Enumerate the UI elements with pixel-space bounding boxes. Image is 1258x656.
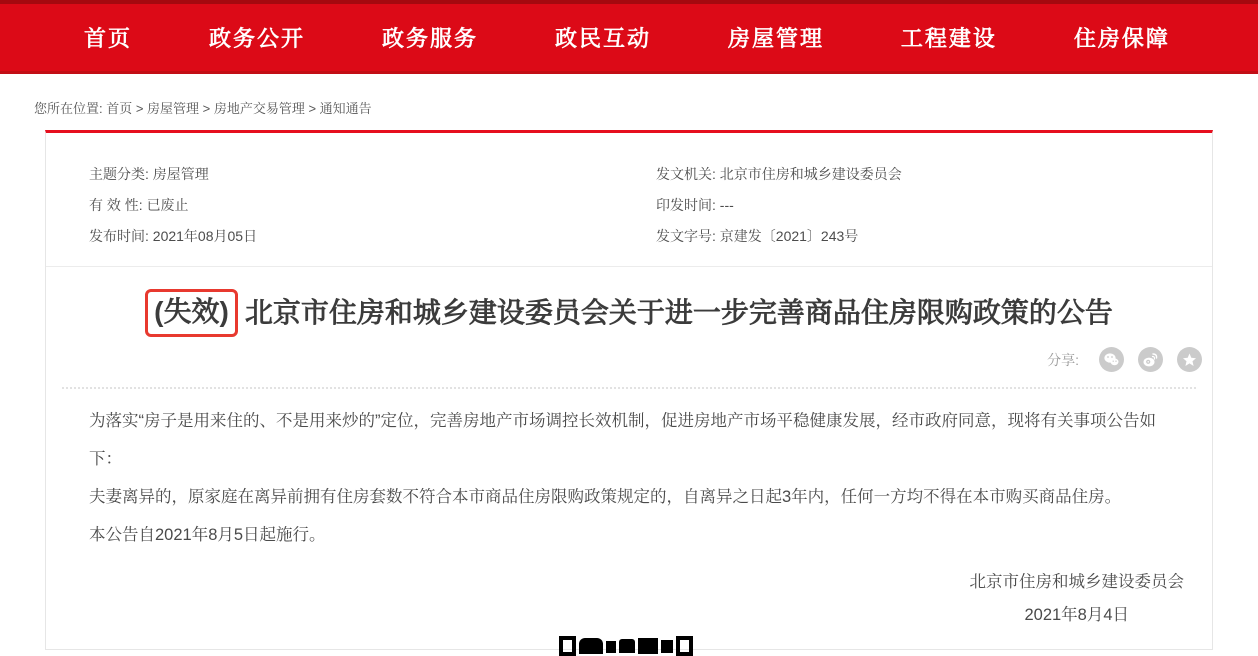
signature-date: 2021年8月4日	[1024, 606, 1130, 624]
nav-item-housing-security[interactable]: 住房保障	[1073, 26, 1170, 51]
qr-code-left-icon	[559, 636, 576, 656]
article-paragraph: 夫妻离异的，原家庭在离异前拥有住房套数不符合本市商品住房限购政策规定的，自离异之日起3年内，任何一方均不得在本市购买商品住房。	[89, 488, 1122, 506]
nav-item-engineering-construction[interactable]: 工程建设	[900, 26, 997, 51]
banner-glyph	[606, 641, 616, 653]
page-title: 北京市住房和城乡建设委员会关于进一步完善商品住房限购政策的公告	[244, 297, 1113, 328]
nav-item-public-interaction[interactable]: 政民互动	[554, 26, 651, 51]
partial-qr-banner-image	[559, 636, 699, 650]
weibo-share-icon[interactable]	[1138, 347, 1163, 372]
meta-theme-category: 主题分类: 房屋管理	[89, 166, 209, 182]
meta-document-number: 发文字号: 京建发〔2021〕243号	[656, 228, 859, 244]
article-paragraph: 本公告自2021年8月5日起施行。	[89, 526, 326, 544]
nav-item-housing-management[interactable]: 房屋管理	[727, 26, 824, 51]
share-label: 分享:	[1047, 351, 1079, 368]
meta-publish-date: 发布时间: 2021年08月05日	[89, 228, 258, 244]
invalid-status-badge: (失效)	[145, 289, 238, 337]
banner-glyph	[661, 640, 673, 653]
breadcrumb	[34, 98, 1258, 117]
nav-item-home[interactable]: 首页	[84, 26, 133, 51]
meta-validity: 有 效 性: 已废止	[89, 197, 189, 213]
article-body	[46, 389, 1212, 554]
qr-code-right-icon	[676, 636, 693, 656]
metadata-divider	[46, 266, 1212, 267]
favorite-star-icon[interactable]	[1177, 347, 1202, 372]
nav-item-gov-affairs-disclosure[interactable]: 政务公开	[208, 26, 305, 51]
main-navigation	[0, 4, 1258, 74]
title-row	[46, 289, 1212, 337]
signature-block	[46, 566, 1212, 632]
document-metadata	[46, 133, 1212, 266]
banner-glyph	[638, 638, 658, 654]
document-content-panel	[45, 130, 1213, 650]
article-paragraph: 为落实“房子是用来住的、不是用来炒的”定位，完善房地产市场调控长效机制，促进房地产市场平稳健康发展，经市政府同意，现将有关事项公告如下：	[89, 412, 1156, 468]
meta-print-date: 印发时间: ---	[656, 197, 734, 213]
breadcrumb-path[interactable]: 首页 > 房屋管理 > 房地产交易管理 > 通知通告	[106, 101, 372, 116]
nav-item-gov-services[interactable]: 政务服务	[381, 26, 478, 51]
banner-glyph	[619, 639, 635, 653]
wechat-share-icon[interactable]	[1099, 347, 1124, 372]
breadcrumb-label: 您所在位置:	[34, 101, 107, 116]
banner-glyph	[579, 638, 603, 654]
share-row	[46, 347, 1212, 372]
meta-issuing-agency: 发文机关: 北京市住房和城乡建设委员会	[656, 166, 902, 182]
signature-agency: 北京市住房和城乡建设委员会	[969, 573, 1184, 591]
